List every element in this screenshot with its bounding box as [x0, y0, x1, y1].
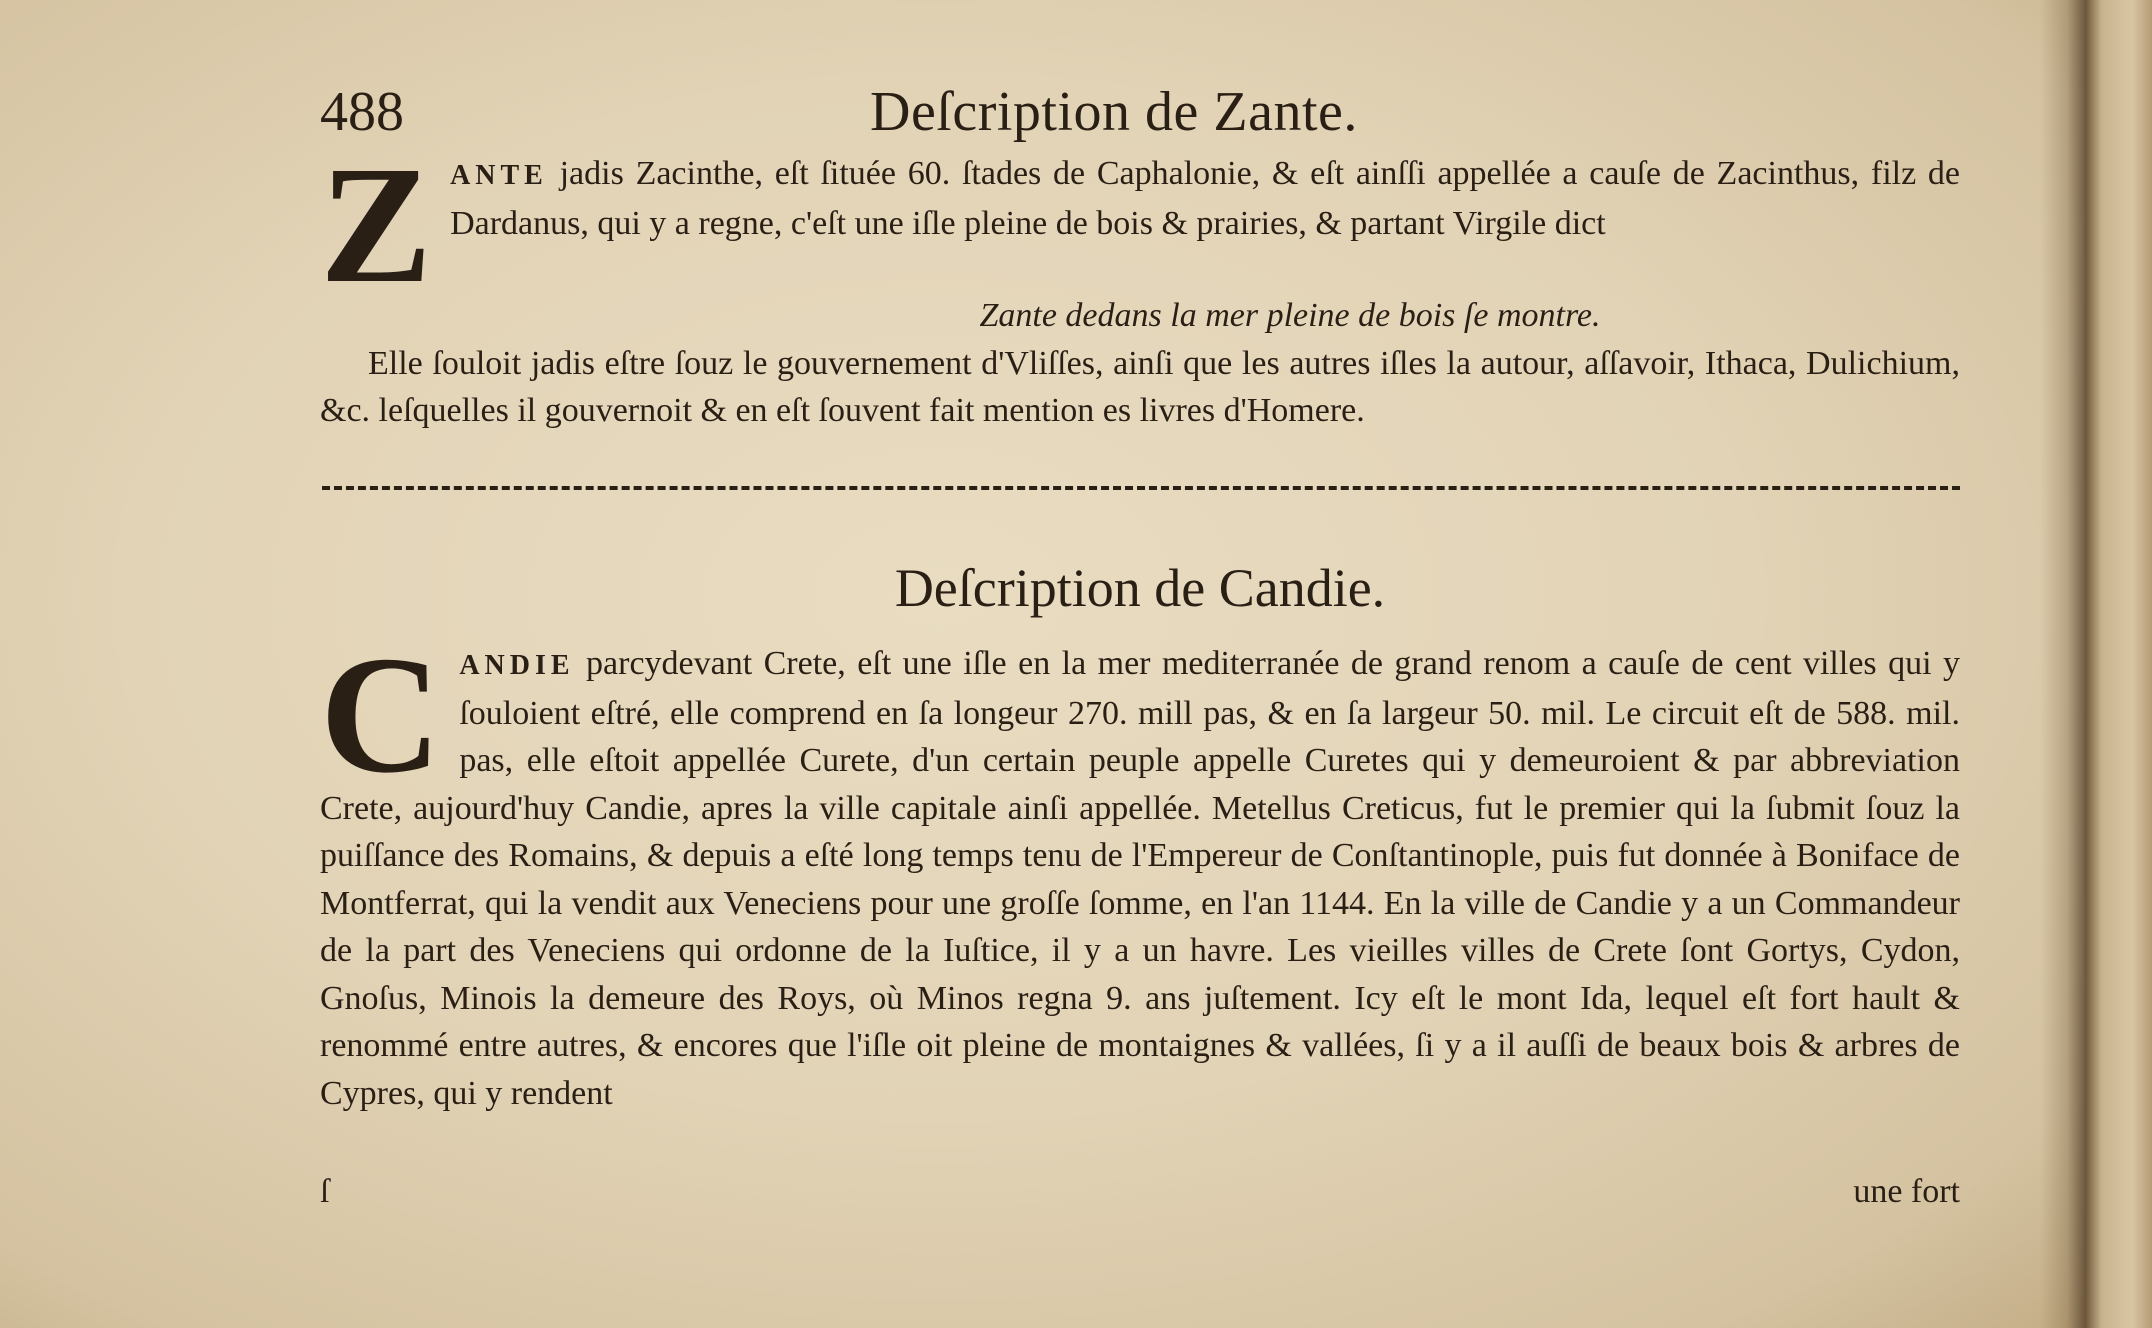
candie-title: Deſcription de Candie. — [894, 558, 1386, 618]
candie-paragraph — [320, 622, 1961, 1117]
signature-mark: ſ — [320, 1173, 330, 1210]
catchword: une fort — [1853, 1173, 1960, 1210]
candie-article — [320, 622, 1961, 1117]
zante-verse: Zante dedans la mer pleine de bois ſe montre. — [979, 297, 1601, 334]
zante-paragraph-1 — [320, 150, 1960, 247]
zante-drop-cap: Z — [320, 132, 433, 318]
running-head — [320, 72, 1950, 152]
facing-page-edge — [2085, 0, 2152, 1328]
candie-drop-cap: C — [320, 622, 442, 808]
page-gutter — [2040, 0, 2085, 1328]
candie-cap-word: ANDIE — [459, 650, 575, 681]
running-head-title: Deſcription de Zante. — [870, 81, 1358, 143]
page-number: 488 — [320, 81, 404, 143]
candie-paragraph-text: parcydevant Crete, eſt une iſle en la mer mediterranée de grand renom a cauſe de cent villes qui y ſouloient eſtré, elle comprend en ſa longeur 270. mill pas, & en ſa largeur 50. mil. Le circuit eſt de 588. mil. pas, elle eſtoit appellée Curete, d'un certain peuple appelle Curetes qui y demeuroient & par abbreviation Crete, aujourd'huy Candie, apres la ville capitale ainſi appellée. Metellus Creticus, fut le premier qui la ſubmit ſouz la puiſſance des Romains, & depuis a eſté long temps tenu de l'Empereur de Conſtantinople, puis fut donnée à Boniface de Montferrat, qui la vendit aux Veneciens pour une groſſe ſomme, en l'an 1144. En la ville de Candie y a un Commandeur de la part des Veneciens qui ordonne de la Iuſtice, il y a un havre. Les vieilles villes de Crete ſont Gortys, Cydon, Gnoſus, Minois la demeure des Roys, où Minos regna 9. ans juſtement. Icy eſt le mont Ida, lequel eſt fort hault & renommé entre autres, & encores que l'iſle oit pleine de montaignes & vallées, ſi y a il auſſi de beaux bois & arbres de Cypres, qui y rendent — [320, 645, 1961, 1112]
zante-paragraph-2: Elle ſouloit jadis eſtre ſouz le gouvernement d'Vliſſes, ainſi que les autres iſles la autour, aſſavoir, Ithaca, Dulichium, &c. leſquelles il gouvernoit & en eſt ſouvent fait mention es livres d'Homere. — [320, 344, 1960, 429]
page-footer — [320, 1168, 1960, 1216]
section-divider — [322, 486, 1960, 490]
zante-paragraph-1-text: jadis Zacinthe, eſt ſituée 60. ſtades de Caphalonie, & eſt ainſſi appellée a cauſe de Zacinthus, filz de Dardanus, qui y a regne, c'eſt une iſle pleine de bois & prairies, & partant Virgile dict — [450, 155, 1961, 242]
zante-cap-word: ANTE — [450, 160, 548, 191]
zante-article — [320, 132, 1961, 435]
